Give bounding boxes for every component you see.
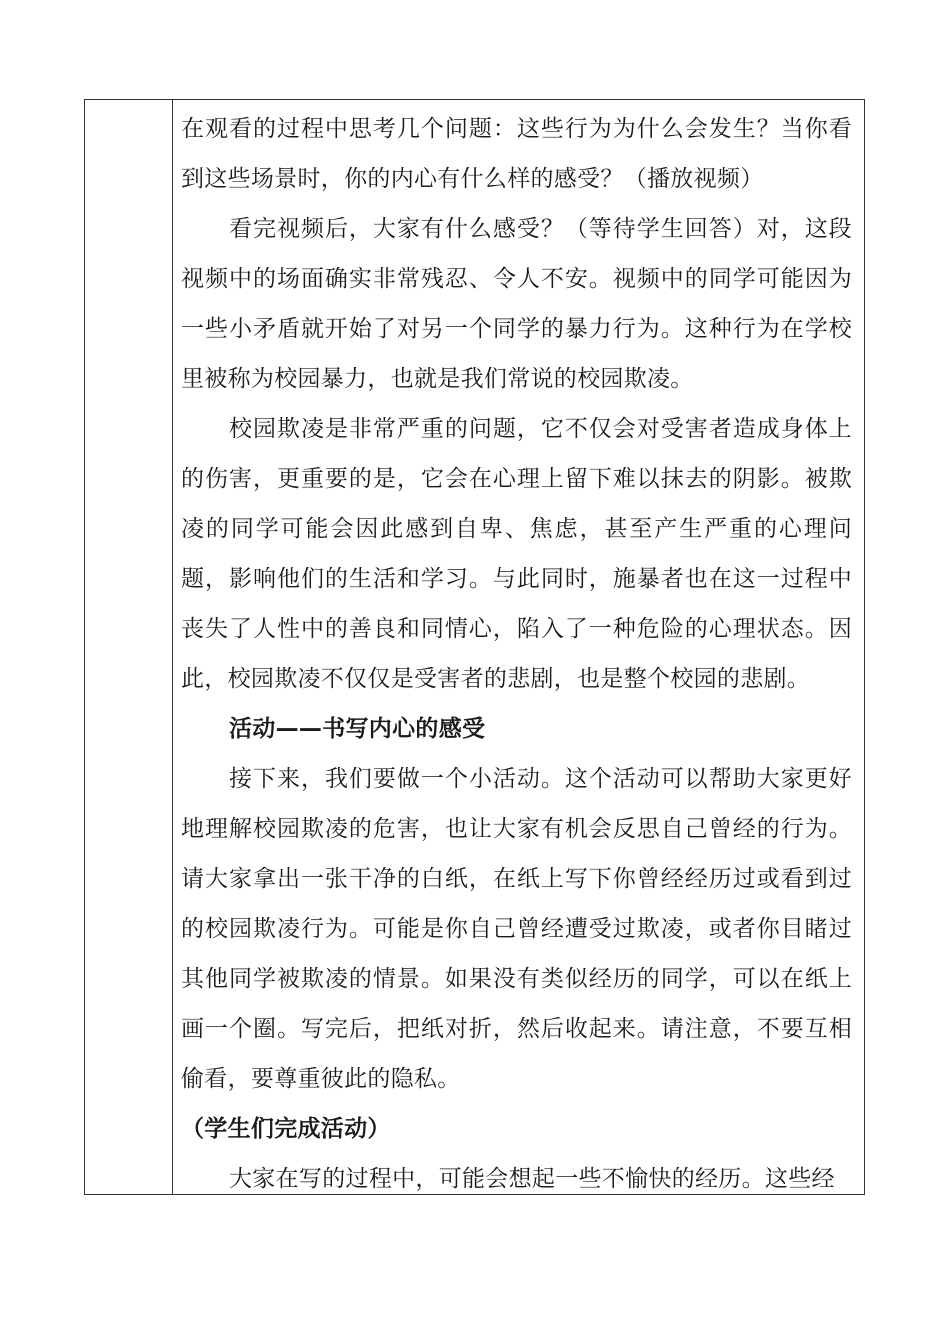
- paragraph-reflection: 大家在写的过程中，可能会想起一些不愉快的经历。这些经: [229, 1166, 835, 1192]
- paragraph-activity-instructions: 接下来，我们要做一个小活动。这个活动可以帮助大家更好地理解校园欺凌的危害，也让大家有机会反思自己曾经的行为。请大家拿出一张干净的白纸，在纸上写下你曾经经历过或看到过的校园欺凌行为。可能是你自己曾经遭受过欺凌，或者你目睹过其他同学被欺凌的情景。如果没有类似经历的同学，可以在纸上画一个圈。写完后，把纸对折，然后收起来。请注意，不要互相偷看，要尊重彼此的隐私。: [181, 766, 852, 1092]
- left-column-cell: [85, 100, 173, 1194]
- student-activity-note: （学生们完成活动）: [181, 1116, 391, 1142]
- paragraph-video-questions: 在观看的过程中思考几个问题：这些行为为什么会发生？当你看到这些场景时，你的内心有什么样的感受？（播放视频）: [181, 116, 852, 192]
- paragraph-after-video: 看完视频后，大家有什么感受？（等待学生回答）对，这段视频中的场面确实非常残忍、令人不安。视频中的同学可能因为一些小矛盾就开始了对另一个同学的暴力行为。这种行为在学校里被称为校园暴力，也就是我们常说的校园欺凌。: [181, 216, 852, 392]
- content-cell: [173, 100, 864, 1194]
- lesson-plan-table: [84, 99, 865, 1195]
- paragraph-bullying-harm: 校园欺凌是非常严重的问题，它不仅会对受害者造成身体上的伤害，更重要的是，它会在心理上留下难以抹去的阴影。被欺凌的同学可能会因此感到自卑、焦虑，甚至产生严重的心理问题，影响他们的生活和学习。与此同时，施暴者也在这一过程中丧失了人性中的善良和同情心，陷入了一种危险的心理状态。因此，校园欺凌不仅仅是受害者的悲剧，也是整个校园的悲剧。: [181, 416, 852, 692]
- activity-heading: 活动——书写内心的感受: [229, 716, 486, 742]
